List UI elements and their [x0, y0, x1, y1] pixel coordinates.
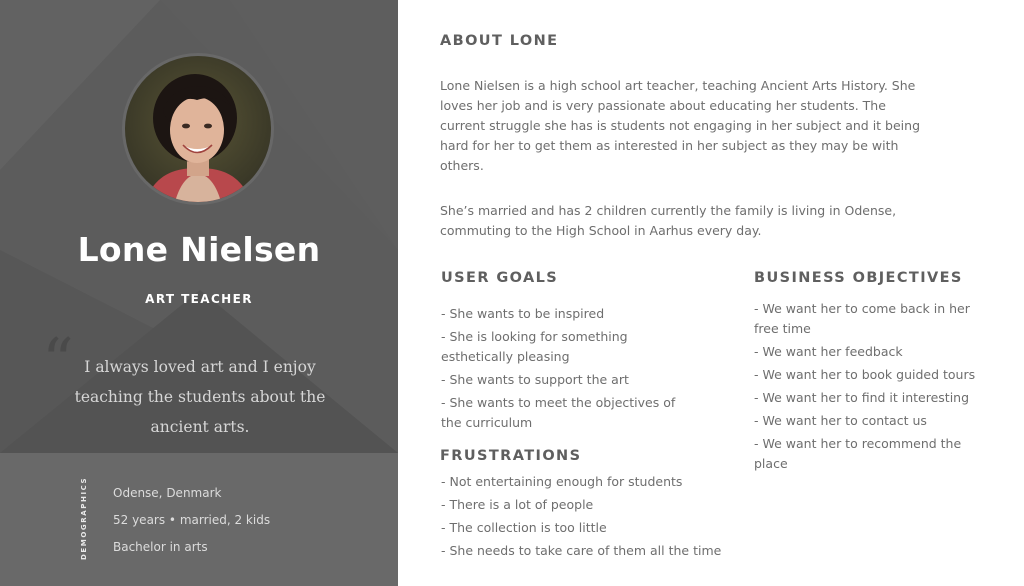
- demographics-education: Bachelor in arts: [113, 540, 208, 554]
- portrait-image: [125, 56, 271, 202]
- list-item: - The collection is too little: [441, 520, 607, 535]
- list-item: - Not entertaining enough for students: [441, 474, 683, 489]
- frustrations-list: [441, 472, 741, 564]
- list-item: - She wants to meet the objectives of the curriculum: [441, 395, 676, 430]
- business-objectives-list: [754, 299, 989, 477]
- frustrations-heading: FRUSTRATIONS: [440, 448, 582, 464]
- business-objectives-heading: BUSINESS OBJECTIVES: [754, 270, 963, 286]
- list-item: - We want her to recommend the place: [754, 436, 962, 471]
- user-goals-heading: USER GOALS: [441, 270, 559, 286]
- list-item: - We want her to find it interesting: [754, 390, 970, 405]
- list-item: - There is a lot of people: [441, 497, 594, 512]
- persona-header-background: [0, 0, 398, 453]
- list-item: - She wants to be inspired: [441, 306, 605, 321]
- persona-role: ART TEACHER: [145, 292, 253, 306]
- list-item: - We want her feedback: [754, 344, 903, 359]
- persona-sidebar: [0, 0, 398, 586]
- list-item: - She is looking for something esthetically pleasing: [441, 329, 628, 364]
- persona-quote: I always loved art and I enjoy teaching the students about the ancient arts.: [74, 358, 326, 436]
- demographics-location: Odense, Denmark: [113, 486, 222, 500]
- demographics-label: DEMOGRAPHICS: [80, 476, 88, 560]
- list-item: - She wants to support the art: [441, 372, 629, 387]
- list-item: - We want her to come back in her free time: [754, 301, 970, 336]
- avatar: [125, 56, 271, 202]
- user-goals-list: [441, 304, 681, 436]
- about-paragraph-2: She’s married and has 2 children currently the family is living in Odense, commuting to the High School in Aarhus every day.: [440, 203, 897, 238]
- list-item: - We want her to contact us: [754, 413, 927, 428]
- list-item: - We want her to book guided tours: [754, 367, 976, 382]
- list-item: - She needs to take care of them all the time: [441, 543, 722, 558]
- persona-name: Lone Nielsen: [77, 230, 321, 269]
- demographics-list: [113, 484, 270, 565]
- about-paragraph-1: Lone Nielsen is a high school art teacher, teaching Ancient Arts History. She loves her job and is very passionate about educating her students. The current struggle she has is students not engaging in her subject and it being hard for her to get them as interested in her subject as they may be with others.: [440, 78, 920, 173]
- quote-mark-icon: “: [42, 324, 74, 397]
- about-heading: ABOUT LONE: [440, 33, 559, 49]
- demographics-age-status: 52 years • married, 2 kids: [113, 513, 271, 527]
